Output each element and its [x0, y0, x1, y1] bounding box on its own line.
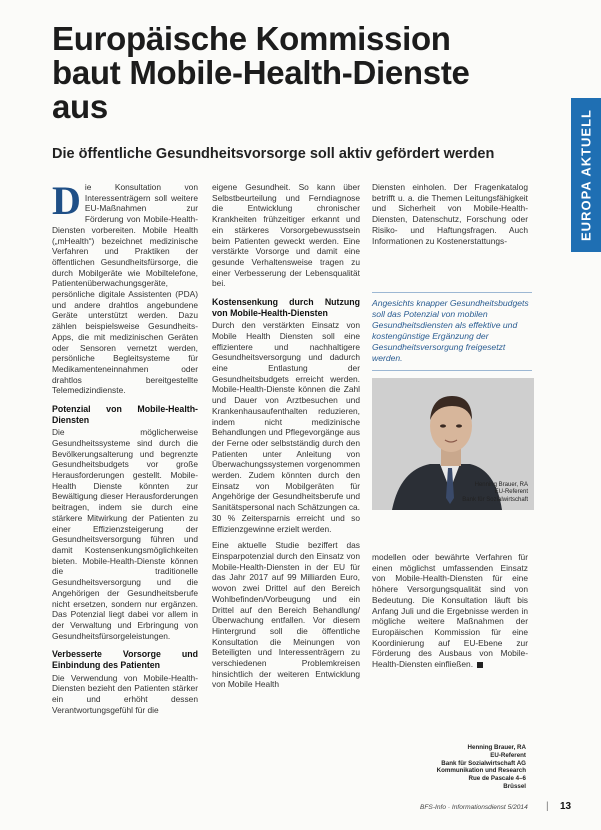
paragraph-vorsorge: Die Verwendung von Mobile-Health-Diensten bezieht den Patienten stärker ein und erhöht dessen Verantwortungsgefühl für die [52, 672, 198, 715]
paragraph-abschluss [372, 552, 528, 670]
column-3-bottom [372, 552, 528, 670]
heading-vorsorge: Verbesserte Vorsorge und Einbindung des Patienten [52, 649, 198, 670]
intro-paragraph [52, 178, 198, 396]
paragraph-potenzial: Die möglicherweise Gesundheitssysteme sind durch die Bevölkerungsalterung und begrenzte Gesundheitsbudgets vor große Herausforderungen gestellt. Mobile-Health Dienste könnten zur Bewältigung dieser Herausforderungen beitragen, indem sie durch eine stärkere Mitwirkung der Patienten zu einer Effizienzsteigerung der Gesundheitsversorgung führen und damit Kostensenkungsmöglichkeiten bieten. Mobile-Health-Dienste können die traditionelle Gesundheitsversorgung und die Angehörigen der Gesundheitsberufe nicht ersetzen, sondern nur ergänzen. Das Potenzial liegt dabei vor allem in der Verwaltung und Erbringung von Gesundheitsfürsorgeleistungen. [52, 427, 198, 641]
paragraph-kostensenkung: Durch den verstärkten Einsatz von Mobile Health Diensten soll eine effizientere und nachhaltigere Gesundheitsversorgung und dadurch eine Entlastung der Gesundheitsbudgets erreicht werden. Mobile-Health-Dienste können die Zahl und Dauer von Arztbesuchen und Krankenhausaufenthalten reduzieren, indem nicht medizinische Behandlungen und Pflegevorgänge aus der Ferne oder selbstständig durch den Patienten unter Anleitung von Überwachungssystemen vorgenommen werden. Zudem könnten durch den Einsatz von Mobilgeräten für Angehörige der Gesundheitsberufe und Sanitätspersonal nach Schätzungen ca. 30 % Zeitersparnis erreicht und so Effizienzgewinne erzielt werden. [212, 320, 360, 534]
article-subtitle: Die öffentliche Gesundheitsvorsorge soll aktiv gefördert werden [52, 146, 495, 162]
heading-potenzial: Potenzial von Mobile-Health-Diensten [52, 404, 198, 425]
paragraph-gesundheit: eigene Gesundheit. So kann über Selbstbeurteilung und Ferndiagnose die Entwicklung chronischer Krankheiten frühzeitiger erkannt und ein stärkeres Vorsorgebewusstsein beim Patienten geweckt werden. Eine verstärkte Vorsorge und damit eine gesunde Verhaltensweise tragen zu einer Verbesserung der Lebensqualität bei. [212, 182, 360, 289]
column-1 [52, 178, 198, 715]
paragraph-abschluss-text: modellen oder bewährte Verfahren für einen möglichst umfassenden Einsatz von Mobile-Health-Diensten für eine höhere Versorgungsqualität sind von Bedeutung. Die Konsultation läuft bis Anfang Juli und die Ergebnisse werden in mögliche weitere Maßnahmen der Europäischen Kommission für eine Koordinierung auf EU-Ebene zur Förderung des Ausbaus von Mobile-Health-Diensten einfließen. [372, 552, 528, 670]
sig-name: Henning Brauer, RA [467, 744, 526, 751]
column-2 [212, 182, 360, 690]
quote-rule-top [372, 292, 532, 293]
footer-publication: BFS-Info · Informationsdienst 5/2014 [420, 804, 528, 811]
section-tab-label: EUROPA AKTUELL [578, 109, 594, 241]
heading-kostensenkung: Kostensenkung durch Nutzung von Mobile-Health-Diensten [212, 297, 360, 318]
sig-department: Kommunikation und Research [436, 767, 526, 775]
sig-city: Brüssel [503, 782, 526, 790]
page-number: 13 [560, 801, 572, 812]
intro-text: ie Konsultation von Interessenträgern soll weitere EU-Maßnahmen zur Förderung von Mobile-Health-Diensten vorbereiten. Mobile Health („mHealth“) bezeichnet medizinische Verfahren und Praktiken der öffentlichen Gesundheitsfürsorge, die durch Mobilgeräte wie Mobiltelefone, Patientenüberwachungsgeräte, persönliche digitale Assistenten (PDA) und andere drahtlos angebundene Geräte unterstützt werden. Dazu zählen beispielsweise Gesundheits-Apps, die mit medizinischen Geräten oder Sensoren vernetzt werden, persönliche Begleitsysteme für Medikamenteneinnahmen oder drahtlos bereitgestellte Telemedizindienste. [52, 182, 198, 396]
footer-separator: | [546, 801, 549, 812]
author-photo [372, 378, 534, 510]
sig-role: EU-Referent [490, 751, 526, 759]
section-tab [571, 98, 601, 252]
sig-address: Rue de Pascale 4–6 [468, 775, 526, 783]
article-title: Europäische Kommission baut Mobile-Health-Dienste aus [52, 20, 470, 125]
pull-quote: Angesichts knapper Gesundheitsbudgets soll das Potenzial von mobilen Gesundheitsdiensten als effektive und kostengünstige Ergänzung der Gesundheitsversorgung freigesetzt werden. [372, 298, 529, 363]
sig-company: Bank für Sozialwirtschaft AG [441, 759, 526, 767]
quote-rule-bottom [372, 370, 532, 371]
paragraph-konsultation: Diensten einholen. Der Fragenkatalog betrifft u. a. die Themen Leitungsfähigkeit und Sicherheit von Mobile-Health-Diensten, Datenschutz, Forschung oder Risiko- und Haftungsfragen. Auch Informationen zu Kostenerstattungs- [372, 182, 528, 246]
dropcap: D [52, 178, 81, 223]
caption-name: Henning Brauer, RA [474, 481, 528, 488]
paragraph-studie: Eine aktuelle Studie beziffert das Einsparpotenzial durch den Einsatz von Mobile-Health-Diensten in der EU für das Jahr 2017 auf 99 Milliarden Euro, wovon zwei Drittel auf den Bereich Wohlbefinden/Vorbeugung und ein Drittel auf den Bereich Behandlung/Überwachung entfallen. Vor diesem Hintergrund soll die öffentliche Konsultation die Meinungen von Beteiligten und Interessenträgern zu verschiedenen Problemkreisen hinsichtlich der weiteren Entwicklung von Mobile Health [212, 540, 360, 690]
caption-role: EU-Referent [494, 489, 528, 495]
column-3-top [372, 182, 528, 246]
end-mark [477, 662, 483, 668]
photo-caption [462, 482, 528, 505]
caption-org: Bank für Sozialwirtschaft [462, 496, 528, 503]
author-signature [372, 744, 526, 791]
